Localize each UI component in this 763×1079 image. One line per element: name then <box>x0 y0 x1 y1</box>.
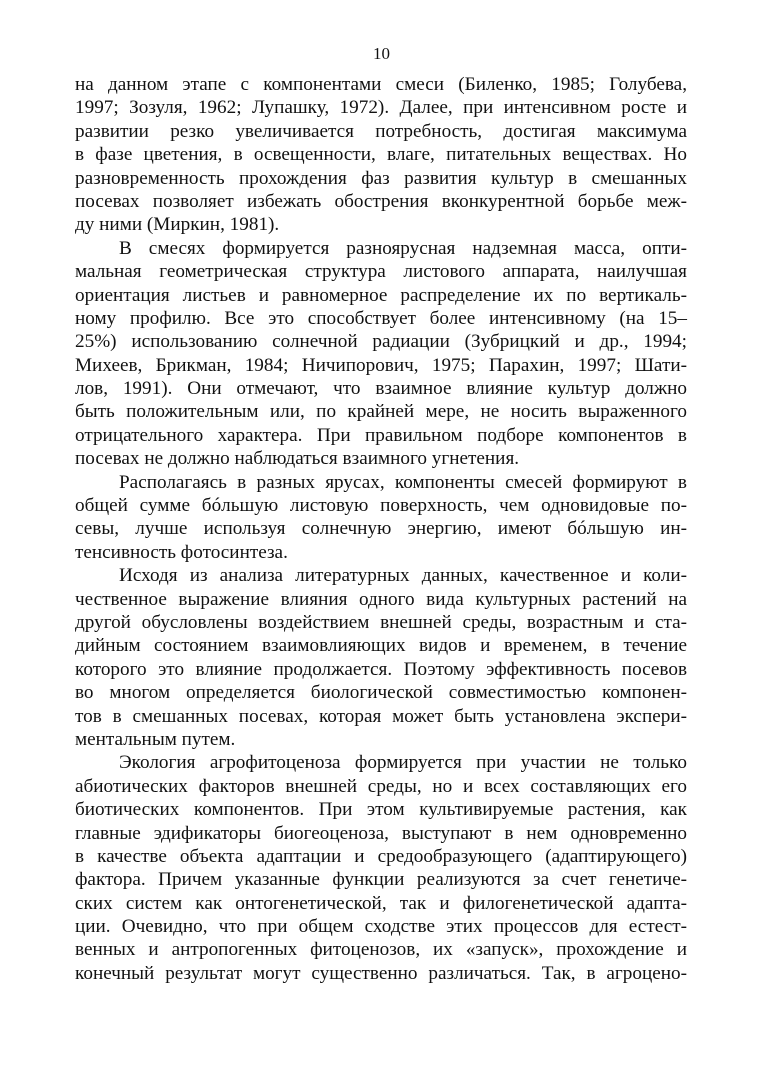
text-line: отрицательного характера. При правильном подборе компонентов в <box>75 424 687 446</box>
text-line: В смесях формируется разноярусная надземная масса, опти- <box>119 237 687 259</box>
text-line: конечный результат могут существенно различаться. Так, в агроцено- <box>75 962 687 984</box>
text-line: ному профилю. Все это способствует более интенсивному (на 15– <box>75 307 687 329</box>
text-line: 1997; Зозуля, 1962; Лупашку, 1972). Далее, при интенсивном росте и <box>75 97 687 119</box>
text-line: мальная геометрическая структура листового аппарата, наилучшая <box>75 261 687 283</box>
text-line: венных и антропогенных фитоценозов, их «запуск», прохождение и <box>75 939 687 961</box>
text-line: другой обусловлены воздействием внешней среды, возрастным и ста- <box>75 611 687 633</box>
text-line: Экология агрофитоценоза формируется при участии не только <box>119 752 687 774</box>
text-line: ции. Очевидно, что при общем сходстве этих процессов для естест- <box>75 916 687 938</box>
body-text <box>75 73 687 985</box>
text-line: ду ними (Миркин, 1981). <box>75 214 280 236</box>
text-line: ориентация листьев и равномерное распределение их по вертикаль- <box>75 284 687 306</box>
text-line: тенсивность фотосинтеза. <box>75 541 288 563</box>
text-line: Михеев, Брикман, 1984; Ничипорович, 1975; Парахин, 1997; Шати- <box>75 354 687 376</box>
text-line: лов, 1991). Они отмечают, что взаимное влияние культур должно <box>75 378 687 400</box>
text-line: 25%) использованию солнечной радиации (Зубрицкий и др., 1994; <box>75 331 687 353</box>
text-line: Располагаясь в разных ярусах, компоненты смесей формируют в <box>119 471 687 493</box>
text-line: севы, лучше используя солнечную энергию, имеют бóльшую ин- <box>75 518 687 540</box>
text-line: главные эдификаторы биогеоценоза, выступают в нем одновременно <box>75 822 687 844</box>
text-line: ских систем как онтогенетической, так и филогенетической адапта- <box>75 892 687 914</box>
text-line: в качестве объекта адаптации и средообразующего (адаптирующего) <box>75 845 687 867</box>
text-line: общей сумме бóльшую листовую поверхность, чем одновидовые по- <box>75 495 687 517</box>
text-line: во многом определяется биологической совместимостью компонен- <box>75 682 687 704</box>
text-line: посевах позволяет избежать обострения вконкурентной борьбе меж- <box>75 190 687 212</box>
text-line: ментальным путем. <box>75 728 236 750</box>
page-number: 10 <box>373 44 390 63</box>
text-line: Исходя из анализа литературных данных, качественное и коли- <box>119 565 687 587</box>
text-line: на данном этапе с компонентами смеси (Биленко, 1985; Голубева, <box>75 74 687 95</box>
text-line: фактора. Причем указанные функции реализуются за счет генетиче- <box>75 869 687 891</box>
text-line: биотических компонентов. При этом культивируемые растения, как <box>75 799 687 821</box>
text-line: дийным состоянием взаимовлияющих видов и временем, в течение <box>75 635 687 657</box>
text-line: которого это влияние продолжается. Поэтому эффективность посевов <box>75 658 687 680</box>
text-line: чественное выражение влияния одного вида культурных растений на <box>75 588 687 610</box>
text-line: в фазе цветения, в освещенности, влаге, питательных веществах. Но <box>75 144 687 166</box>
text-line: посевах не должно наблюдаться взаимного угнетения. <box>75 448 520 470</box>
text-line: абиотических факторов внешней среды, но и всех составляющих его <box>75 775 687 797</box>
text-line: развитии резко увеличивается потребность, достигая максимума <box>75 120 687 142</box>
text-line: тов в смешанных посевах, которая может быть установлена экспери- <box>75 705 687 727</box>
text-line: быть положительным или, по крайней мере, не носить выраженного <box>75 401 687 423</box>
text-line: разновременность прохождения фаз развития культур в смешанных <box>75 167 687 189</box>
